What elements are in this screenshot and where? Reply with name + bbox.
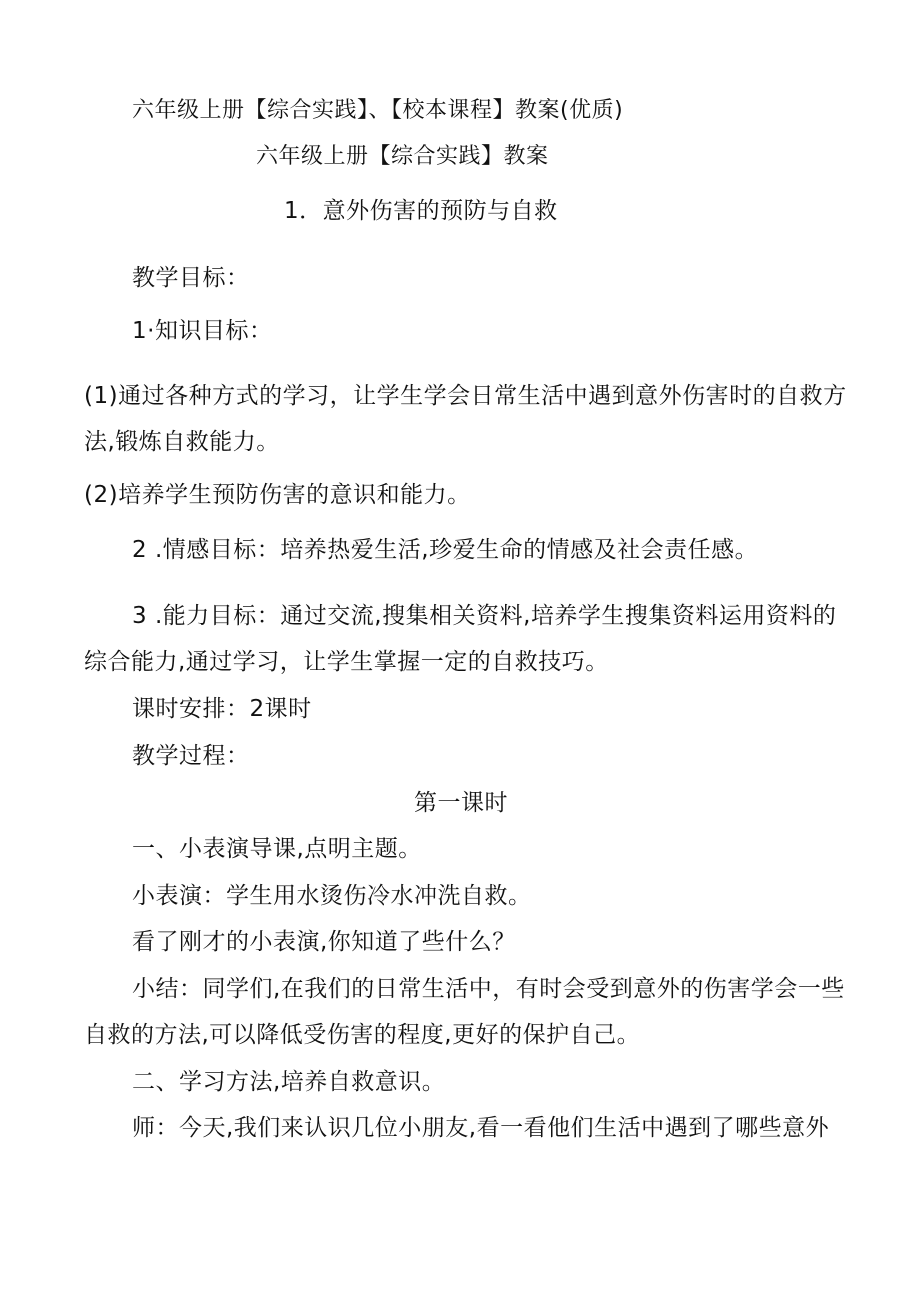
process-heading: 教学过程： [132,743,250,769]
first-lesson-heading: 第一课时 [414,790,508,816]
document-main-title: 六年级上册【综合实践】、【校本课程】教案(优质) [132,98,624,123]
summary-line-2: 自救的方法,可以降低受伤害的程度,更好的保护自己。 [84,1022,641,1048]
lesson-title: 1．意外伤害的预防与自救 [284,198,558,224]
knowledge-goal-heading: 1·知识目标： [132,318,273,344]
knowledge-item-1-line-1: (1)通过各种方式的学习，让学生学会日常生活中遇到意外伤害时的自救方 [84,383,847,409]
section-2-heading: 二、学习方法,培养自救意识。 [132,1069,446,1095]
question-text: 看了刚才的小表演,你知道了些什么？ [132,929,516,955]
teacher-line: 师：今天,我们来认识几位小朋友,看一看他们生活中遇到了哪些意外 [132,1115,830,1141]
teaching-goals-heading: 教学目标： [132,265,250,291]
knowledge-item-2: (2)培养学生预防伤害的意识和能力。 [84,482,471,508]
performance-text: 小表演：学生用水烫伤冷水冲洗自救。 [132,883,532,909]
schedule: 课时安排：2课时 [132,696,312,722]
section-1-heading: 一、小表演导课,点明主题。 [132,836,422,862]
document-subtitle: 六年级上册【综合实践】教案 [256,144,549,169]
knowledge-item-1-line-2: 法,锻炼自救能力。 [84,429,280,455]
ability-goal-line-1: 3 .能力目标：通过交流,搜集相关资料,培养学生搜集资料运用资料的 [132,603,837,629]
summary-line-1: 小结：同学们,在我们的日常生活中，有时会受到意外的伤害学会一些 [132,976,845,1002]
emotion-goal: 2 .情感目标：培养热爱生活,珍爱生命的情感及社会责任感。 [132,537,759,563]
ability-goal-line-2: 综合能力,通过学习，让学生掌握一定的自救技巧。 [84,649,609,675]
